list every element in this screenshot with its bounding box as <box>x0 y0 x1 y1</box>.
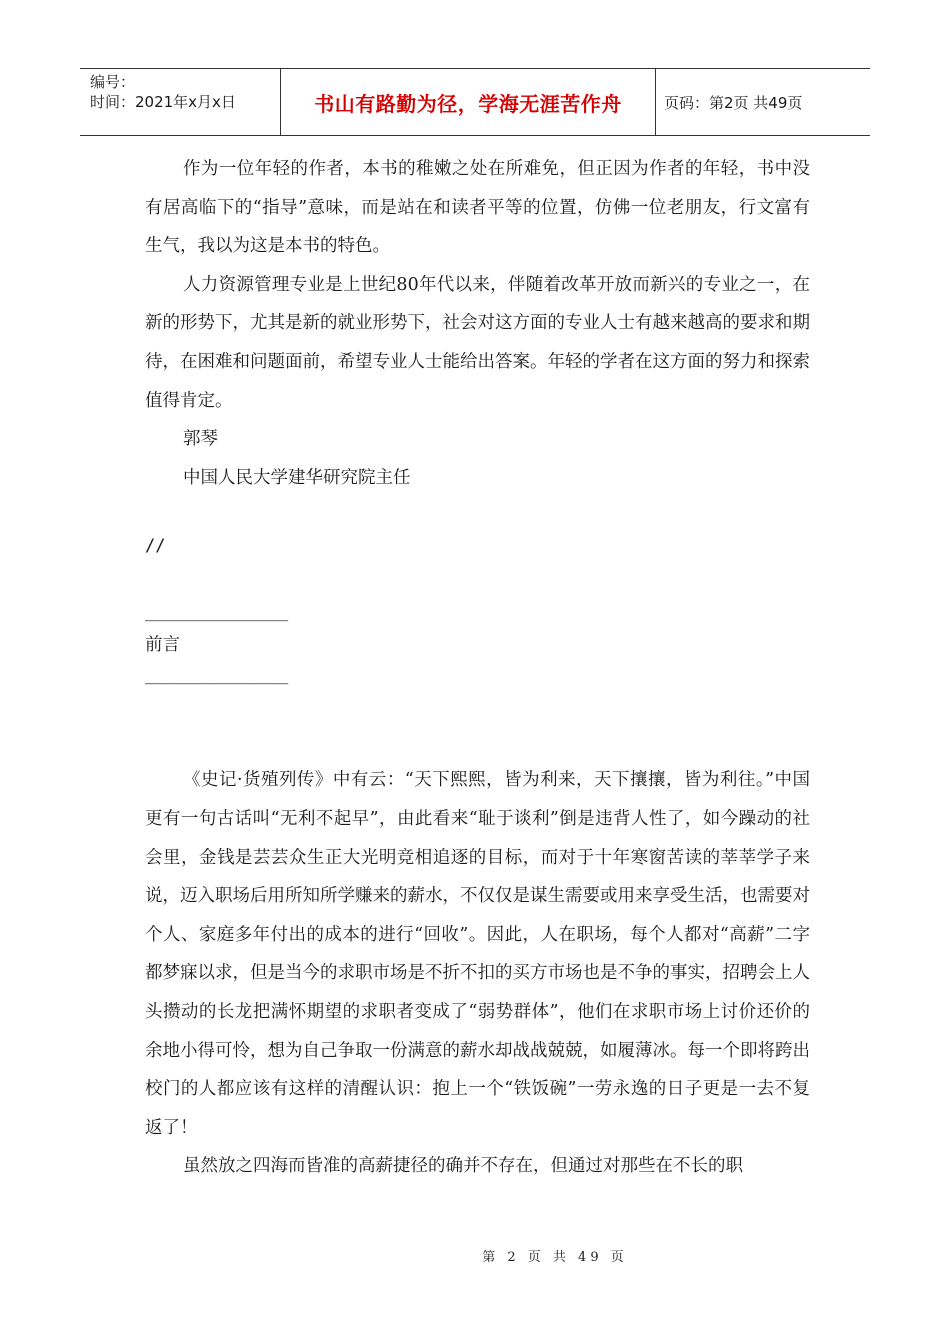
header-motto: 书山有路勤为径，学海无涯苦作舟 <box>281 69 656 135</box>
preface-title: 前言 <box>145 635 180 656</box>
document-number-label: 编号： <box>90 73 136 91</box>
paragraph: 人力资源管理专业是上世纪80年代以来，伴随着改革开放而新兴的专业之一，在新的形势下，尤其是新的就业形势下，社会对这方面的专业人士有越来越高的要求和期待，在困难和问题面前，希望专业人士能给出答案。年轻的学者在这方面的努力和探索值得肯定。 <box>145 274 810 411</box>
header-page-info: 页码：第2页 共49页 <box>664 93 803 112</box>
divider-line-top: ______________ <box>145 602 289 623</box>
paragraph: 作为一位年轻的作者，本书的稚嫩之处在所难免，但正因为作者的年轻，书中没有居高临下的“指导”意味，而是站在和读者平等的位置，仿佛一位老朋友，行文富有生气，我以为这是本书的特色。 <box>145 159 810 257</box>
divider-line-bottom: ______________ <box>145 665 289 686</box>
page-footer: 第 2 页 共 49 页 <box>482 1250 628 1265</box>
signature-title: 中国人民大学建华研究院主任 <box>183 467 411 488</box>
separator-slashes: // <box>145 536 166 557</box>
page-header <box>80 68 870 136</box>
header-meta <box>80 69 281 135</box>
paragraph: 虽然放之四海而皆准的高薪捷径的确并不存在，但通过对那些在不长的职 <box>183 1156 743 1177</box>
document-time-label: 时间：2021年x月x日 <box>90 93 236 111</box>
document-body <box>145 150 810 1186</box>
paragraph: 《史记·货殖列传》中有云：“天下熙熙，皆为利来，天下攘攘，皆为利往。”中国更有一句古话叫“无利不起早”，由此看来“耻于谈利”倒是违背人性了，如今躁动的社会里，金钱是芸芸众生正大光明竞相追逐的目标，而对于十年寒窗苦读的莘莘学子来说，迈入职场后用所知所学赚来的薪水，不仅仅是谋生需要或用来享受生活，也需要对个人、家庭多年付出的成本的进行“回收”。因此，人在职场，每个人都对“高薪”二字都梦寐以求，但是当今的求职市场是不折不扣的买方市场也是不争的事实，招聘会上人头攒动的长龙把满怀期望的求职者变成了“弱势群体”，他们在求职市场上讨价还价的余地小得可怜，想为自己争取一份满意的薪水却战战兢兢，如履薄冰。每一个即将跨出校门的人都应该有这样的清醒认识：抱上一个“铁饭碗”一劳永逸的日子更是一去不复返了！ <box>145 770 810 1138</box>
signature-name: 郭琴 <box>183 429 218 450</box>
